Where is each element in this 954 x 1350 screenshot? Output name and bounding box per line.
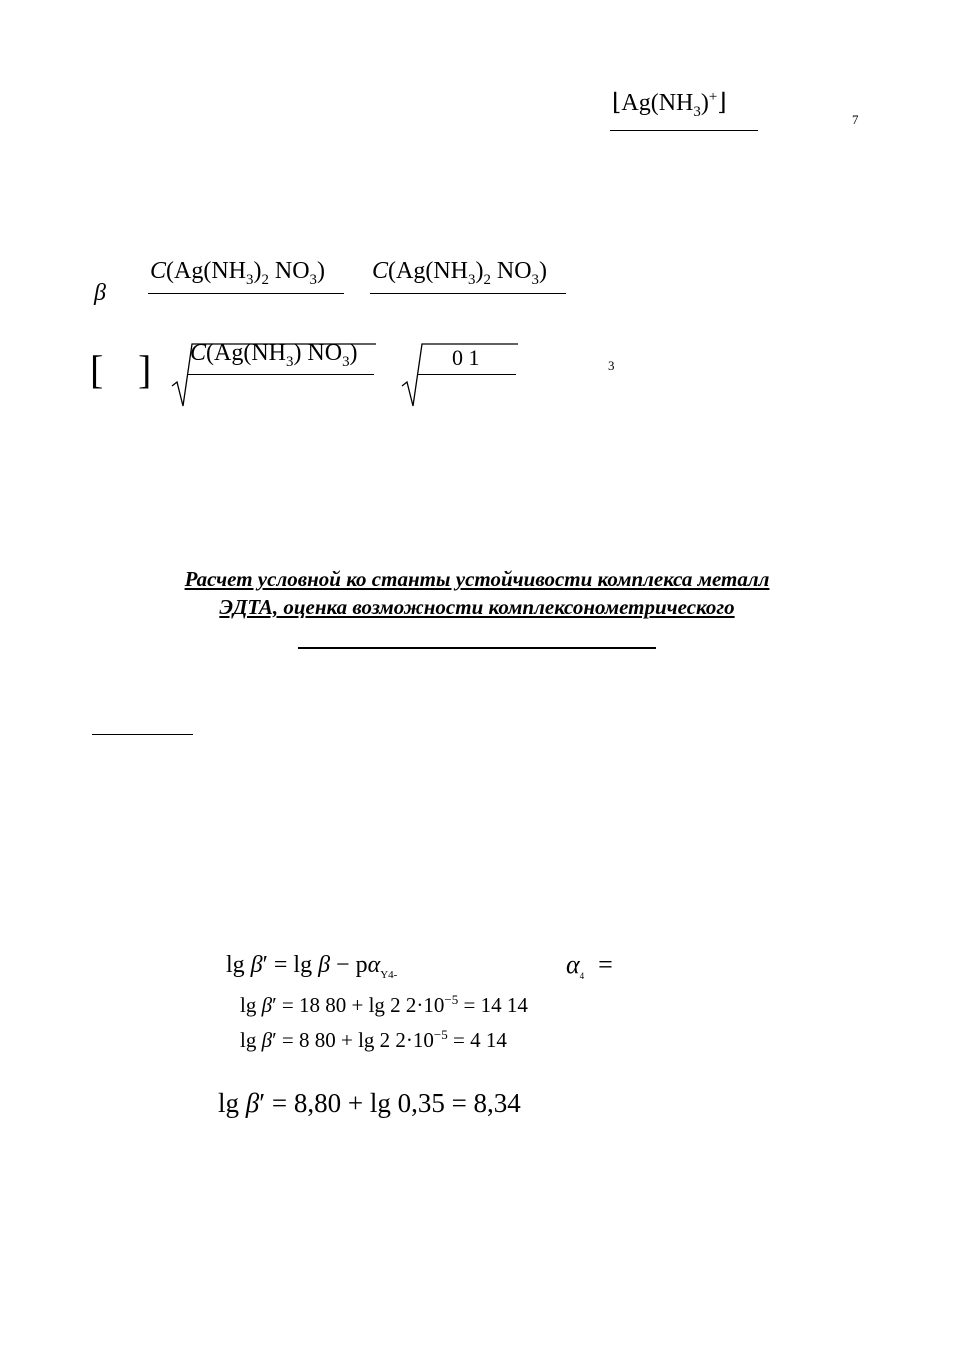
formula-top-fraction-line — [610, 130, 758, 131]
beta-term-2-s3: 3 — [531, 271, 539, 288]
equation-2-lhs: lg — [240, 993, 262, 1017]
equation-1-sub: Y4- — [380, 968, 398, 981]
equation-2-result: = 14 14 — [458, 993, 528, 1017]
equation-4-rest: = 8,80 + lg 0,35 = 8,34 — [265, 1088, 521, 1118]
beta-term-1-s1: 3 — [246, 271, 254, 288]
equation-1-alpha: α — [367, 952, 381, 978]
sqrt-radicand-1-s1: 3 — [286, 353, 294, 370]
equation-1-prime: ′ — [262, 952, 268, 978]
sqrt-radicand-2-fraction-line — [418, 374, 516, 375]
equation-2-sup: −5 — [444, 992, 459, 1007]
equation-4-prime: ′ — [259, 1088, 266, 1118]
alpha-definition-eq: = — [598, 950, 613, 979]
beta-term-2-s2: 2 — [483, 271, 491, 288]
beta-term-1-s2: 2 — [261, 271, 269, 288]
short-rule — [92, 734, 193, 735]
formula-top — [612, 88, 727, 120]
beta-term-1-pre: (Ag(NH — [166, 258, 246, 284]
equation-4-beta: β — [245, 1088, 260, 1118]
equation-3-lhs: lg — [240, 1028, 262, 1052]
beta-term-2-no: NO — [490, 258, 532, 284]
beta-symbol: β — [94, 280, 106, 306]
equation-1-rest: = lg — [267, 952, 319, 978]
beta-term-1-no: NO — [268, 258, 310, 284]
beta-term-2-s1: 3 — [468, 271, 476, 288]
equation-2 — [240, 993, 528, 1018]
equation-number-7: 7 — [852, 112, 859, 127]
beta-term-2-c: C — [372, 258, 389, 284]
equation-1-lhs: lg — [226, 952, 251, 978]
section-heading-line-2: ЭДТА, оценка возможности комплексонометрического — [219, 595, 735, 619]
equation-2-rest: = 18 80 + lg 2 2·10 — [276, 993, 445, 1017]
beta-term-2-mid: ) — [475, 258, 484, 284]
equation-2-prime: ′ — [272, 993, 277, 1017]
beta-term-2 — [372, 258, 547, 288]
sqrt-radicand-1-c: C — [190, 340, 207, 366]
formula-top-sub: 3 — [693, 103, 701, 120]
formula-top-sup: + — [708, 89, 718, 105]
formula-top-tail: ) — [700, 90, 709, 116]
equation-3 — [240, 1028, 507, 1053]
alpha-definition-alpha: α — [566, 950, 580, 979]
equation-2-beta: β — [261, 993, 273, 1017]
equation-1 — [226, 952, 397, 979]
equation-1-minus: − p — [330, 952, 368, 978]
beta-term-2-pre: (Ag(NH — [388, 258, 468, 284]
beta-term-1 — [150, 258, 325, 288]
beta-term-1-c: C — [150, 258, 167, 284]
equation-4 — [218, 1088, 521, 1119]
formula-top-base: Ag(NH — [621, 90, 694, 116]
alpha-definition — [566, 950, 613, 980]
beta-term-2-fraction-line — [370, 293, 566, 294]
equation-3-sup: −5 — [433, 1027, 448, 1042]
equation-3-result: = 4 14 — [447, 1028, 507, 1052]
heading-underline-rule — [298, 647, 656, 649]
section-heading-line-1: Расчет условной ко станты устойчивости комплекса металл — [184, 567, 770, 591]
sqrt-radicand-1-fraction-line — [188, 374, 374, 375]
beta-term-1-mid: ) — [253, 258, 262, 284]
equation-1-beta: β — [250, 952, 263, 978]
sqrt-radicand-1-pre: (Ag(NH — [206, 340, 286, 366]
sqrt-radicand-1-s3: 3 — [342, 353, 350, 370]
left-bracket: [ — [90, 347, 104, 392]
beta-term-1-fraction-line — [148, 293, 344, 294]
equation-3-rest: = 8 80 + lg 2 2·10 — [276, 1028, 434, 1052]
right-bracket: ] — [138, 347, 152, 392]
sqrt-radicand-2-value: 0 1 — [452, 345, 480, 370]
equation-4-lhs: lg — [218, 1088, 246, 1118]
beta-term-2-close: ) — [538, 258, 547, 284]
sqrt-radicand-1-mid: ) NO — [293, 340, 343, 366]
beta-term-1-close: ) — [316, 258, 325, 284]
beta-term-1-s3: 3 — [309, 271, 317, 288]
equation-1-beta2: β — [318, 952, 331, 978]
sqrt-radicand-1-close: ) — [349, 340, 358, 366]
sqrt-exponent-3: 3 — [608, 358, 615, 373]
sqrt-radicand-1 — [190, 340, 358, 370]
equation-3-beta: β — [261, 1028, 273, 1052]
alpha-definition-sub: 4 — [579, 971, 585, 982]
equation-3-prime: ′ — [272, 1028, 277, 1052]
floor-right: ⌋ — [717, 90, 727, 116]
floor-left: ⌊ — [612, 90, 622, 116]
